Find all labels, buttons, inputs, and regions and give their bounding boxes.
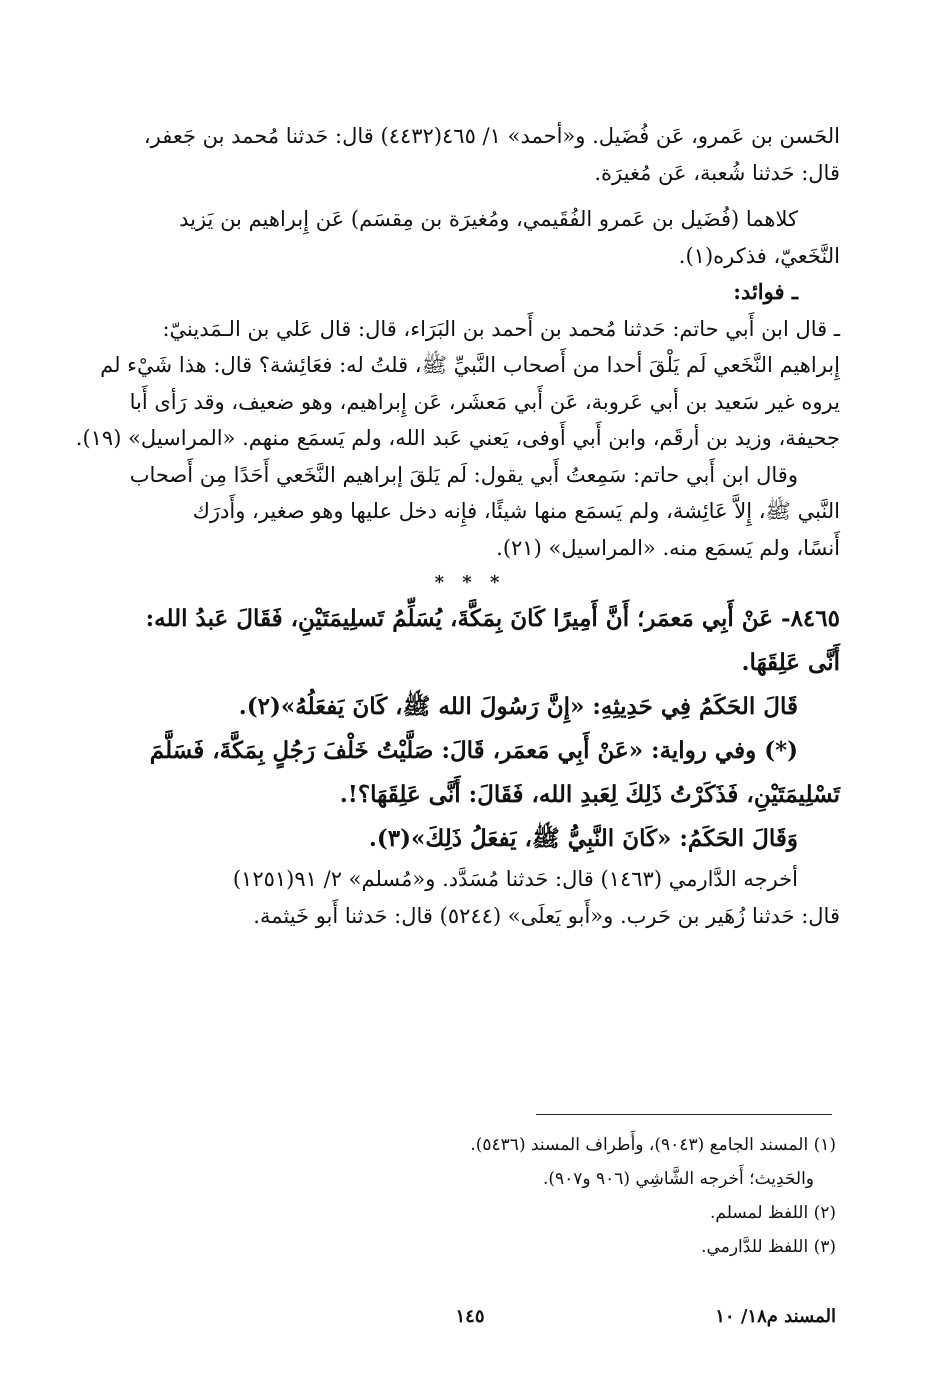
footnote: (١) المسند الجامع (٩٠٤٣)، وأَطراف المسند (٥٤٣٦). bbox=[470, 1135, 836, 1155]
text-line: الحَسن بن عَمرو، عَن فُضَيل. و«أحمد» ١/ ٤٦٥(٤٤٣٢) قال: حَدثنا مُحمد بن جَعفر، bbox=[143, 124, 840, 148]
hadith-line: أَنَّى عَلِقَهَا. bbox=[741, 649, 840, 676]
text-line: ـ قال ابن أَبي حاتم: حَدثنا مُحمد بن أَحمد بن البَرَاء، قال: قال عَلي بن الـمَدينيّ: bbox=[162, 316, 840, 341]
text-line: جحيفة، وزيد بن أرقَم، وابن أَبي أَوفى، يَعني عَبد الله، ولم يَسمَع منهم. «المراسيل» (١٩). bbox=[75, 426, 840, 450]
page-footer bbox=[100, 1306, 836, 1334]
takhrij-line: قال: حَدثنا زُهَير بن حَرب. و«أَبو يَعلَى» (٥٢٤٤) قال: حَدثنا أَبو خَيثمة. bbox=[253, 903, 840, 928]
section-heading: ـ فوائد: bbox=[733, 279, 798, 304]
text-line: كلاهما (فُضَيل بن عَمرو الفُقَيمي، ومُغيرَة بن مِقسَم) عَن إِبراهيم بن يَزيد bbox=[179, 207, 798, 231]
footnote: (٢) اللفظ لمسلم. bbox=[709, 1203, 836, 1223]
hadith-line: تَسْلِيمَتَيْنِ، فَذَكَرْتُ ذَلِكَ لِعَبدِ الله، فَقَالَ: أَنَّى عَلِقَهَا؟!. bbox=[339, 781, 840, 808]
page-number: ١٤٥ bbox=[455, 1306, 485, 1327]
section-divider: * * * bbox=[434, 572, 506, 593]
text-line: النَّبي ﷺ، إِلاَّ عَائِشة، ولم يَسمَع منها شيئًا، فإِنه دخل عليها وهو صغير، وأَدرَك bbox=[192, 499, 840, 523]
hadith-line: وَقَالَ الحَكَمُ: «كَانَ النَّبِيُّ ﷺ، يَفعَلُ ذَلِكَ»(٣). bbox=[368, 825, 798, 852]
footnote-separator bbox=[536, 1114, 832, 1115]
footnotes bbox=[100, 1128, 836, 1264]
text-line: أَنسًا، ولم يَسمَع منه. «المراسيل» (٢١). bbox=[496, 535, 840, 560]
text-line: وقال ابن أَبي حاتم: سَمِعتُ أَبي يقول: لَم يَلقَ إبراهيم النَّخَعي أَحَدًا مِن أَصحاب bbox=[129, 462, 798, 487]
text-line: يروه غير سَعيد بن أبي عَروبة، عَن أَبي مَعشَر، عَن إِبراهيم، وهو ضعيف، وقد رَأى أَبا bbox=[129, 389, 840, 414]
text-line: إِبراهيم النَّخَعي لَم يَلْقَ أحدا من أَصحاب النَّبيِّ ﷺ، قلتُ له: فعَائِشة؟ قال: هذا شَيْء لم bbox=[100, 353, 840, 377]
hadith-line: (*) وفي رواية: «عَنْ أَبِي مَعمَر، قَالَ: صَلَّيْتُ خَلْفَ رَجُلٍ بِمَكَّةَ، فَسَلَّمَ bbox=[149, 737, 798, 764]
takhrij-line: أخرجه الدَّارمي (١٤٦٣) قال: حَدثنا مُسَدَّد. و«مُسلم» ٢/ ٩١(١٢٥١) bbox=[232, 867, 798, 891]
text-line: قال: حَدثنا شُعبة، عَن مُغيرَة. bbox=[594, 160, 840, 185]
volume-signature: المسند م١٨/ ١٠ bbox=[715, 1306, 836, 1327]
hadith-line: ٨٤٦٥- عَنْ أَبِي مَعمَر؛ أَنَّ أَمِيرًا كَانَ بِمَكَّةَ، يُسَلِّمُ تَسلِيمَتَيْنِ، فَقَالَ عَبدُ الله: bbox=[145, 605, 840, 632]
footnote: والحَدِيث؛ أَخرجه الشَّاشِي (٩٠٦ و٩٠٧). bbox=[542, 1169, 814, 1189]
footnote: (٣) اللفظ للدَّارمي. bbox=[701, 1237, 836, 1257]
hadith-line: قَالَ الحَكَمُ فِي حَدِيثِهِ: «إِنَّ رَسُولَ الله ﷺ، كَانَ يَفعَلُهُ»(٢). bbox=[238, 693, 798, 720]
main-text bbox=[75, 118, 840, 934]
text-line: النَّخَعيّ، فذكره(١). bbox=[678, 243, 840, 268]
